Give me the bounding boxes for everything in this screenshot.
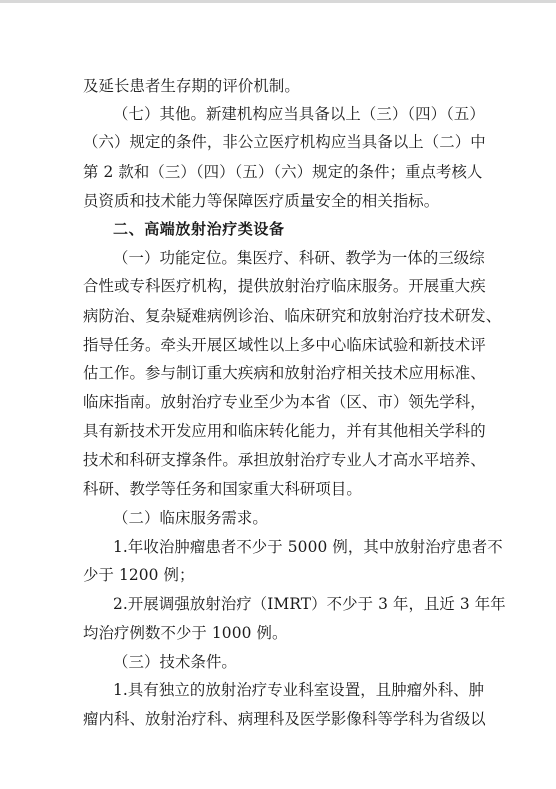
list-item-1-line: 1.具有独立的放射治疗专业科室设置，且肿瘤外科、肿 [113, 681, 485, 699]
paragraph-line: （六）规定的条件，非公立医疗机构应当具备以上（二）中 [83, 133, 486, 151]
list-item-2-line: 均治疗例数不少于 1000 例。 [83, 624, 288, 642]
list-item-1-line: 瘤内科、放射治疗科、病理科及医学影像科等学科为省级以 [83, 710, 486, 728]
paragraph-line: 病防治、复杂疑难病例诊治、临床研究和放射治疗技术研发、 [83, 307, 502, 325]
paragraph-line: 估工作。参与制订重大疾病和放射治疗相关技术应用标准、 [83, 364, 486, 382]
section-heading-radiotherapy-equipment: 二、高端放射治疗类设备 [113, 220, 285, 238]
paragraph-line: 技术和科研支撑条件。承担放射治疗专业人才高水平培养、 [83, 451, 486, 469]
list-item-1-line: 1.年收治肿瘤患者不少于 5000 例，其中放射治疗患者不 [113, 538, 503, 556]
list-item-1-line: 少于 1200 例； [83, 566, 195, 584]
subheading-clinical-service-demand: （二）临床服务需求。 [113, 509, 268, 527]
paragraph-line-other-clause: （七）其他。新建机构应当具备以上（三）（四）（五） [113, 105, 485, 123]
paragraph-line-continuation: 及延长患者生存期的评价机制。 [83, 77, 300, 95]
paragraph-line: 科研、教学等任务和国家重大科研项目。 [83, 480, 362, 498]
paragraph-line-function-positioning: （一）功能定位。集医疗、科研、教学为一体的三级综 [113, 249, 485, 267]
paragraph-line: 第 2 款和（三）（四）（五）（六）规定的条件；重点考核人 [83, 163, 483, 181]
subheading-technical-conditions: （三）技术条件。 [113, 653, 237, 671]
paragraph-line: 合性或专科医疗机构，提供放射治疗临床服务。开展重大疾 [83, 277, 486, 295]
paragraph-line: 指导任务。牵头开展区域性以上多中心临床试验和新技术评 [83, 336, 486, 354]
list-item-2-line: 2.开展调强放射治疗（IMRT）不少于 3 年，且近 3 年年 [113, 595, 506, 613]
paragraph-line: 具有新技术开发应用和临床转化能力，并有其他相关学科的 [83, 422, 486, 440]
page-top-border [0, 0, 556, 3]
paragraph-line: 员资质和技术能力等保障医疗质量安全的相关指标。 [83, 192, 440, 210]
paragraph-line: 临床指南。放射治疗专业至少为本省（区、市）领先学科， [83, 393, 486, 411]
